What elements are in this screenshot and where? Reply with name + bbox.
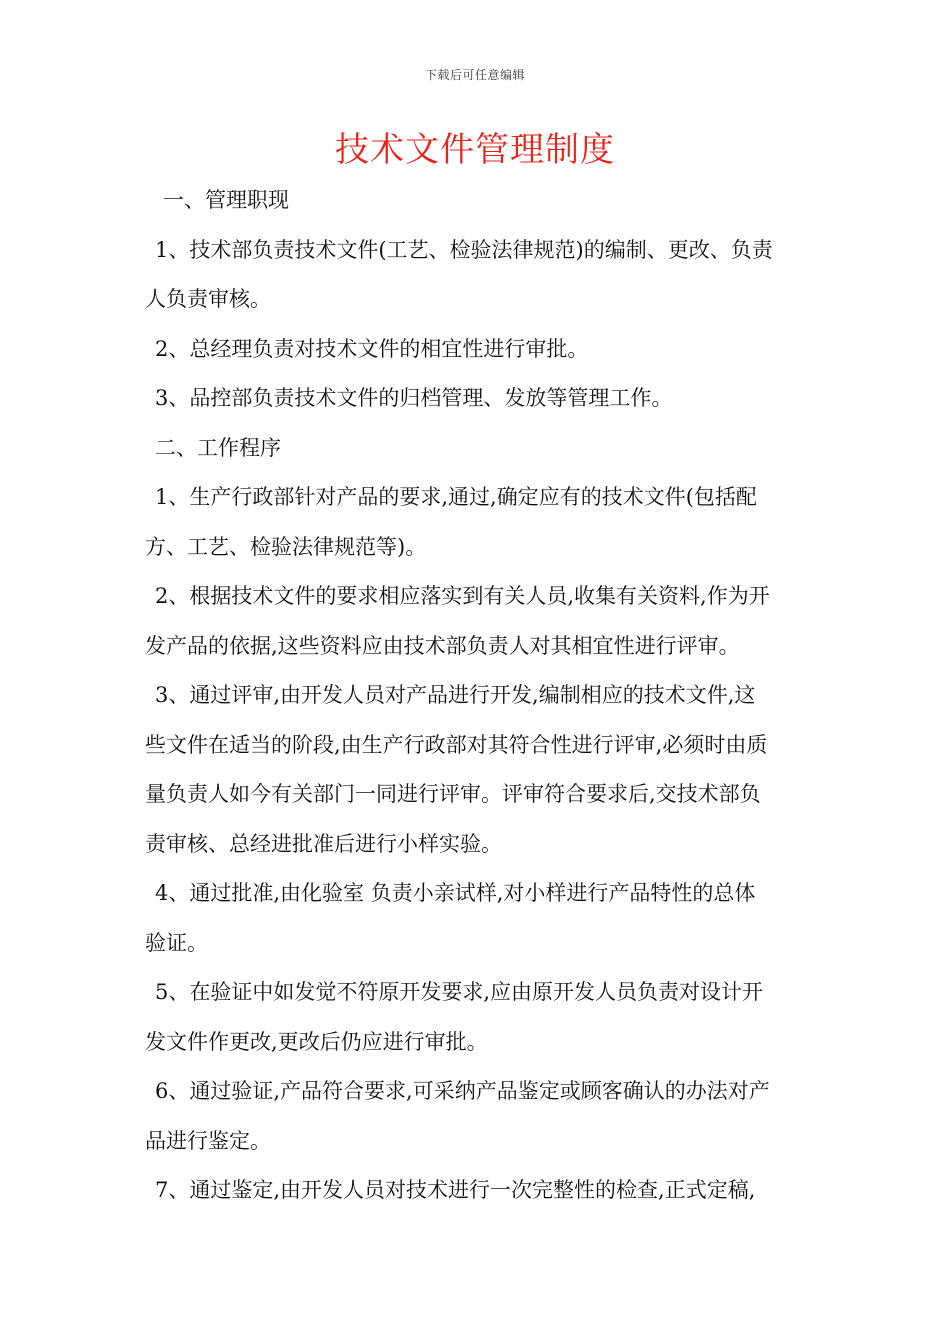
document-body	[145, 176, 810, 1216]
paragraph-line: 2、总经理负责对技术文件的相宜性进行审批。	[155, 336, 589, 361]
header-note: 下载后可任意编辑	[424, 68, 525, 82]
paragraph-line: 3、品控部负责技术文件的归档管理、发放等管理工作。	[155, 386, 673, 410]
paragraph-line: 方、工艺、检验法律规范等)。	[145, 534, 427, 559]
paragraph-line: 发产品的依据,这些资料应由技术部负责人对其相宜性进行评审。	[145, 633, 740, 658]
paragraph-line: 5、在验证中如发觉不符原开发要求,应由原开发人员负责对设计开	[155, 980, 764, 1004]
paragraph-line: 人负责审核。	[145, 287, 271, 311]
section-heading: 一、管理职现	[163, 188, 289, 212]
paragraph-line: 验证。	[145, 930, 208, 955]
paragraph-line: 4、通过批准,由化验室 负责小亲试样,对小样进行产品特性的总体	[155, 881, 756, 905]
paragraph-line: 量负责人如今有关部门一同进行评审。评审符合要求后,交技术部负	[145, 782, 761, 806]
paragraph-line: 责审核、总经进批准后进行小样实验。	[145, 831, 502, 856]
section-heading: 二、工作程序	[155, 435, 281, 460]
paragraph-line: 发文件作更改,更改后仍应进行审批。	[145, 1029, 488, 1054]
document-title: 技术文件管理制度	[335, 130, 615, 170]
paragraph-line: 1、生产行政部针对产品的要求,通过,确定应有的技术文件(包括配	[155, 485, 757, 509]
paragraph-line: 些文件在适当的阶段,由生产行政部对其符合性进行评审,必须时由质	[145, 732, 768, 757]
paragraph-line: 2、根据技术文件的要求相应落实到有关人员,收集有关资料,作为开	[155, 584, 770, 608]
paragraph-line: 7、通过鉴定,由开发人员对技术进行一次完整性的检查,正式定稿,	[155, 1178, 756, 1202]
paragraph-line: 3、通过评审,由开发人员对产品进行开发,编制相应的技术文件,这	[155, 683, 756, 707]
paragraph-line: 1、技术部负责技术文件(工艺、检验法律规范)的编制、更改、负责	[155, 237, 773, 262]
paragraph-line: 品进行鉴定。	[145, 1128, 271, 1153]
paragraph-line: 6、通过验证,产品符合要求,可采纳产品鉴定或顾客确认的办法对产	[155, 1079, 770, 1103]
